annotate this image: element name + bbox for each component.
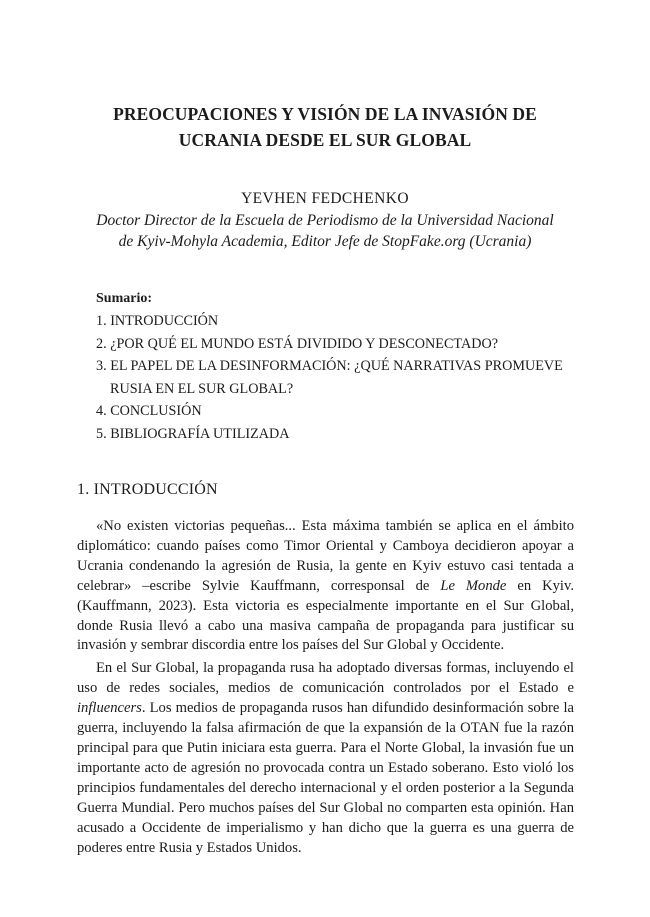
author-name: YEVHEN FEDCHENKO: [241, 190, 409, 207]
summary-heading: Sumario:: [96, 291, 152, 306]
paragraph-2: [77, 659, 574, 858]
section-body: [77, 517, 574, 858]
paragraph-2-text-b: . Los medios de propaganda rusos han difundido desinformación sobre la guerra, incluyendo la falsa afirmación de que la expansión de la OTAN fue la razón principal para que Putin iniciara esta guerra. Para el Norte Global, la invasión fue un importante acto de agresión no provocada contra un Estado soberano. Esto violó los principios fundamentales del derecho internacional y el orden posterior a la Segunda Guerra Mundial. Pero muchos países del Sur Global no comparten esta opinión. Han acusado a Occidente de imperialismo y han dicho que la guerra es una guerra de poderes entre Rusia y Estados Unidos.: [77, 700, 574, 856]
summary-item: 4. CONCLUSIÓN: [96, 403, 202, 419]
paragraph-1-emphasis: Le Monde: [440, 577, 507, 594]
section-heading: 1. INTRODUCCIÓN: [77, 481, 218, 498]
summary-list: [96, 310, 576, 445]
summary-item: 1. INTRODUCCIÓN: [96, 313, 219, 329]
paragraph-1-text-b: en Kyiv. (Kauffmann, 2023). Esta victoria es especialmente importante en el Sur Global, donde Rusia llevó a cabo una masiva campaña de propaganda para justificar su invasión y sembrar discordia entre los países del Sur Global y Occidente.: [77, 577, 574, 654]
affiliation-line-1: Doctor Director de la Escuela de Periodismo de la Universidad Nacional: [96, 212, 554, 229]
paragraph-1: [77, 517, 574, 656]
summary-item: 5. BIBLIOGRAFÍA UTILIZADA: [96, 425, 290, 442]
paragraph-1-text-a: «No existen victorias pequeñas... Esta máxima también se aplica en el ámbito diplomático: cuando países como Timor Oriental y Camboya decidieron apoyar a Ucrania condenando la agresión de Rusia, la gente en Kyiv estuvo casi tentada a celebrar» –escribe Sylvie Kauffmann, corresponsal de: [77, 518, 574, 594]
paragraph-2-text-a: En el Sur Global, la propaganda rusa ha adoptado diversas formas, incluyendo el uso de redes sociales, medios de comunicación controlados por el Estado e: [77, 660, 574, 697]
article-title-line-1: PREOCUPACIONES Y VISIÓN DE LA INVASIÓN DE: [113, 104, 537, 124]
paragraph-2-emphasis: influencers: [77, 700, 142, 717]
article-title: [0, 101, 650, 153]
summary-item: 2. ¿POR QUÉ EL MUNDO ESTÁ DIVIDIDO Y DESCONECTADO?: [96, 335, 498, 352]
summary-item: 3. EL PAPEL DE LA DESINFORMACIÓN: ¿QUÉ NARRATIVAS PROMUEVE RUSIA EN EL SUR GLOBAL?: [96, 358, 563, 397]
article-title-line-2: UCRANIA DESDE EL SUR GLOBAL: [178, 130, 472, 150]
author-affiliation: [0, 210, 650, 252]
affiliation-line-2: de Kyiv-Mohyla Academia, Editor Jefe de StopFake.org (Ucrania): [118, 233, 532, 250]
